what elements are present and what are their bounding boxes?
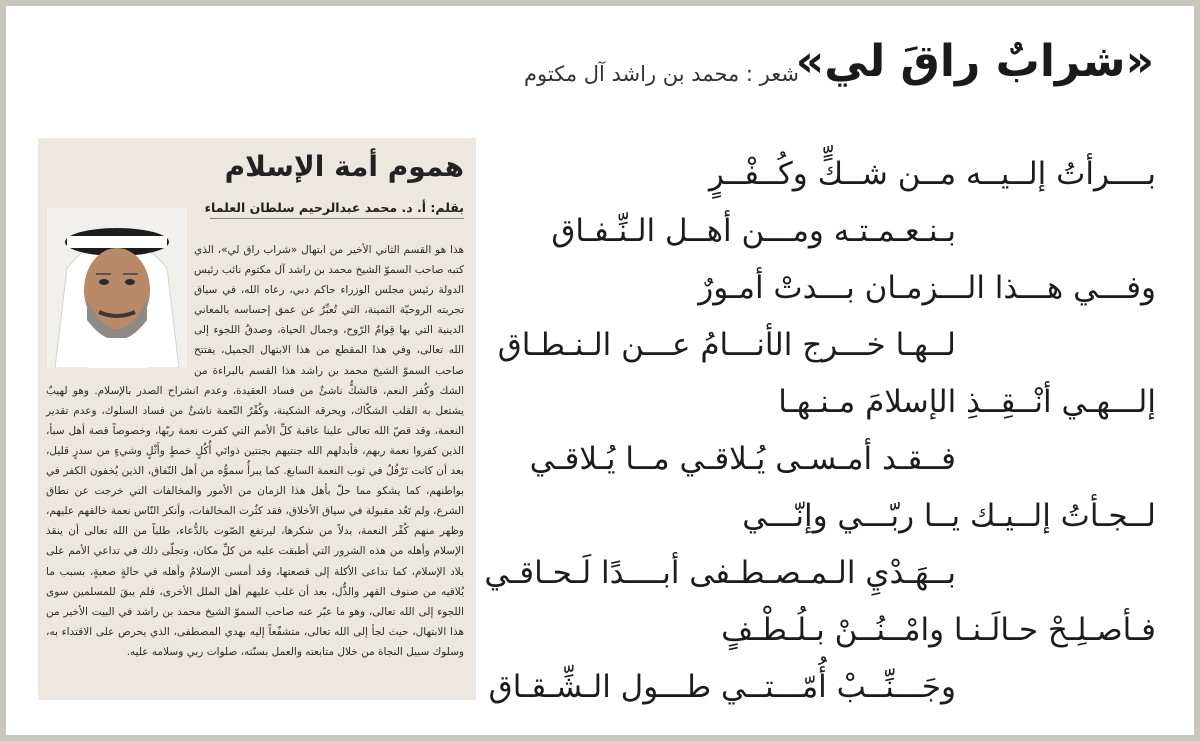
newspaper-page	[6, 6, 1194, 735]
verse-9: فـأصـلِـحْ حـالَـنـا وامْــنُــنْ بـلُـطْـفٍ	[721, 612, 1156, 648]
verse-3: وفـــي هـــذا الـــزمـان بـــدتْ أمـورٌ	[698, 270, 1156, 306]
verse-8: بــهَـدْيِ الـمـصـطـفى أبــــدًا لَـحـاقـي	[484, 555, 956, 591]
poem-verses	[484, 146, 1156, 716]
verse-7: لــجـأتُ إلــيـك يــا ربّـــي وإنّـــي	[742, 498, 1156, 534]
verse-2: بـنـعـمـتـه ومـــن أهــل الـنِّـفـاق	[551, 213, 956, 249]
commentary-body	[46, 240, 464, 662]
verse-10: وجَـــنِّــبْ أُمّـــتــي طـــول الـشِّـقـاق	[488, 669, 956, 705]
verse-4: لــهـا خـــرج الأنـــامُ عـــن الـنـطـاق	[497, 327, 956, 363]
verse-1: بــــرأتُ إلــيــه مــن شــكٍّ وكُــفْــرٍ	[708, 156, 1156, 192]
commentary-title: هموم أمة الإسلام	[224, 150, 464, 183]
commentary-paragraph: هذا هو القسم الثاني الأخير من ابتهال «شراب راق لي»، الذي كتبه صاحب السموّ الشيخ محمد بن راشد آل مكتوم نائب رئيس الدولة رئيس مجلس الوزراء حاكم دبي، رعاه الله، في سياق تجربته الروحيّة الثمينة، التي تُعبِّرُ عن عمق إحساسه بالمعاني الدينية التي بها قِوامُ الرّوح، وجمال الحياة، وصدقُ اللجوء إلى الله تعالى، وفي هذا المقطع من هذا الابتهال الجميل، يفتتح صاحب السموّ الشيخ محمد بن راشد هذا القسم بالبراءة من الشك وكُفر النعم، فالشكُّ ناشئٌ من فساد العقيدة، وعدم انشراح الصدر بالإسلام. وهو لهيبٌ يشتعل به القلب الشكّاك، ويحرقه الشكينة، وكُفْرُ النّعمة ناشئٌ من فساد السلوك، وعدم تقدير النعمة، وقد قصّ الله تعالى علينا عاقبة كلِّ الأمم التي كفرت نعمة ربّها، وخصوصاً قصة أهل سبأ، الذين كفروا نعمة ربهم، فأبدلهم الله جنتيهم بجنتين ذواتَي أُكُلٍ خمطٍ وأَثْلٍ وشيءٍ من سدرٍ قليل، بعد أن كانت تَرْفُلُ في ثوب النعمة السابغ. كما يبرأُ سموُّه من أهل النّفاق، الذين يُخفون الكفر في بواطنهم، كما يشكو مما حلّ بأهل هذا الزمان من الأمور والمخالفات التي خرجت عن نطاق الشرع، ولم تَعُد مقبولة في سياق الأخلاق، فقد كثُرت المخالفات، وأنكر النّاس نعمة خالقهم عليهم، وظهر منهم كُفْر النعمة، بدلاً من شكرها، ليرتفع الصّوت بالدُّعاء، طلباً من الله تعالى أن ينقذ الإسلام وأهله من هذه الشرور التي أطبقت عليه من كلِّ مكان، وتجلّى ذلك في تداعي الأمم على بلاد الإسلام، كما تداعى الأكلة إلى قصعتها، وقد أمسى الإسلامُ وأهله في حالةٍ صعبةٍ، بسبب ما يُلاقيه من صنوف القهر والذُّل، بعد أن غلب عليهم أهل الملل الأخرى، فلم يبقَ للمسلمين سوى اللجوء إلى الله تعالى، وهو ما عبّر عنه صاحب السموّ الشيخ محمد بن راشد في البيت الأخير من هذا الابتهال، حيث لجأ إلى الله تعالى، متشفّعاً إليه بهدي المصطفى، الذي يحرص على الاقتداء به، وسلوك سبيل النجاة من خلال متابعته والعمل بسنّته، صلوات ربي وسلامه عليه.	[46, 244, 464, 658]
portrait-spacer	[46, 240, 194, 380]
commentary-box	[38, 138, 476, 700]
poem-author: شعر : محمد بن راشد آل مكتوم	[524, 62, 799, 86]
commentary-byline: بقلم: أ. د. محمد عبدالرحيم سلطان العلماء	[210, 200, 464, 219]
verse-6: فــقـد أمـسـى يُـلاقـي مــا يُـلاقـي	[529, 441, 956, 477]
poem-title: «شرابٌ راقَ لي»	[795, 36, 1154, 87]
verse-5: إلـــهـي أنْــقِــذِ الإسلامَ مـنـهـا	[778, 384, 1156, 420]
